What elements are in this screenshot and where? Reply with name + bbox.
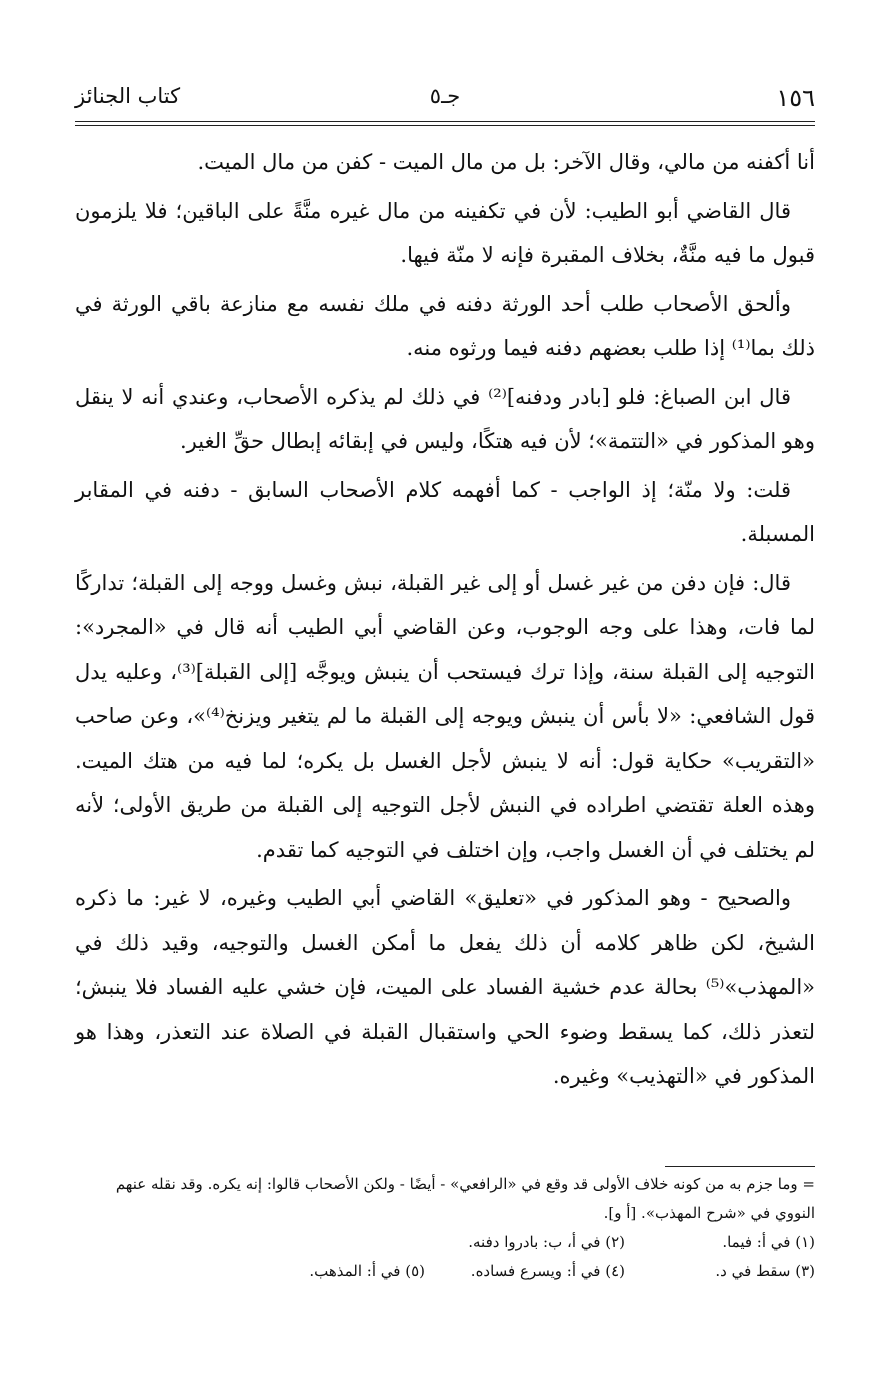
paragraph: قال: فإن دفن من غير غسل أو إلى غير القبلة، نبش وغسل ووجه إلى القبلة؛ تداركًا لما فات، وهذا على وجه الوجوب، وعن القاضي أبي الطيب أنه قال في «المجرد»: التوجيه إلى القبلة سنة، وإذا ترك فيستحب أن ينبش ويوجَّه [إلى القبلة]⁽³⁾، وعليه يدل قول الشافعي: «لا بأس أن ينبش ويوجه إلى القبلة ما لم يتغير ويزنخ⁽⁴⁾»، وعن صاحب «التقريب» حكاية قول: أنه لا ينبش لأجل الغسل بل يكره؛ لما فيه من هتك الميت. وهذه العلة تقتضي اطراده في النبش لأجل التوجيه إلى القبلة من طريق الأولى؛ لأنه لم يختلف في أن الغسل واجب، وإن اختلف في التوجيه كما تقدم. [75,570,816,862]
footnote-continuation: = وما جزم به من كونه خلاف الأولى قد وقع في «الرافعي» - أيضًا - ولكن الأصحاب قالوا: إنه يكره. وقد نقله عنهم النووي في «شرح المهذب». [أ و]. [115,1175,815,1222]
page-number: ١٥٦ [776,84,815,112]
main-text [75,140,815,1103]
volume-label: جـ٥ [429,84,461,108]
footnote-4: (٤) في أ: ويسرع فساده. [470,1262,625,1280]
paragraph: أنا أكفنه من مالي، وقال الآخر: بل من مال الميت - كفن من مال الميت. [197,150,815,174]
paragraph: والصحيح - وهو المذكور في «تعليق» القاضي أبي الطيب وغيره، لا غير: ما ذكره الشيخ، لكن ظاهر كلامه أن ذلك يفعل ما أمكن الغسل والتوجيه، وقيد ذلك في «المهذب»⁽⁵⁾ بحالة عدم خشية الفساد على الميت، فإن خشي عليه الفساد فلا ينبش؛ لتعذر ذلك، كما يسقط وضوء الحي واستقبال القبلة في الصلاة عند التعذر، وهذا هو المذكور في «التهذيب» وغيره. [75,886,815,1088]
footnote-5: (٥) في أ: المذهب. [309,1262,425,1280]
footnote-3: (٣) سقط في د. [715,1262,815,1280]
footnote-row [75,1228,815,1257]
paragraph: قلت: ولا منّة؛ إذ الواجب - كما أفهمه كلام الأصحاب السابق - دفنه في المقابر المسبلة. [75,477,815,546]
footnote-2: (٢) في أ، ب: بادروا دفنه. [468,1233,625,1251]
paragraph: قال ابن الصباغ: فلو [بادر ودفنه]⁽²⁾ في ذلك لم يذكره الأصحاب، وعندي أنه لا ينقل وهو المذكور في «التتمة»؛ لأن فيه هتكًا، وليس في إبقائه إبطال حقِّ الغير. [75,384,815,453]
running-header [75,80,815,114]
footnote-separator [665,1166,815,1167]
book-title: كتاب الجنائز [75,84,181,108]
footnotes [75,1170,815,1286]
footnote-row [75,1257,815,1286]
footnote-1: (١) في أ: فيما. [722,1233,815,1251]
paragraph: قال القاضي أبو الطيب: لأن في تكفينه من مال غيره منَّةً على الباقين؛ فلا يلزمون قبول ما فيه منَّةٌ، بخلاف المقبرة فإنه لا منّة فيها. [75,198,815,267]
paragraph: وألحق الأصحاب طلب أحد الورثة دفنه في ملك نفسه مع منازعة باقي الورثة في ذلك بما⁽¹⁾ إذا طلب بعضهم دفنه فيما ورثوه منه. [75,291,815,360]
header-rule-second [75,125,815,126]
header-rule [75,121,815,122]
